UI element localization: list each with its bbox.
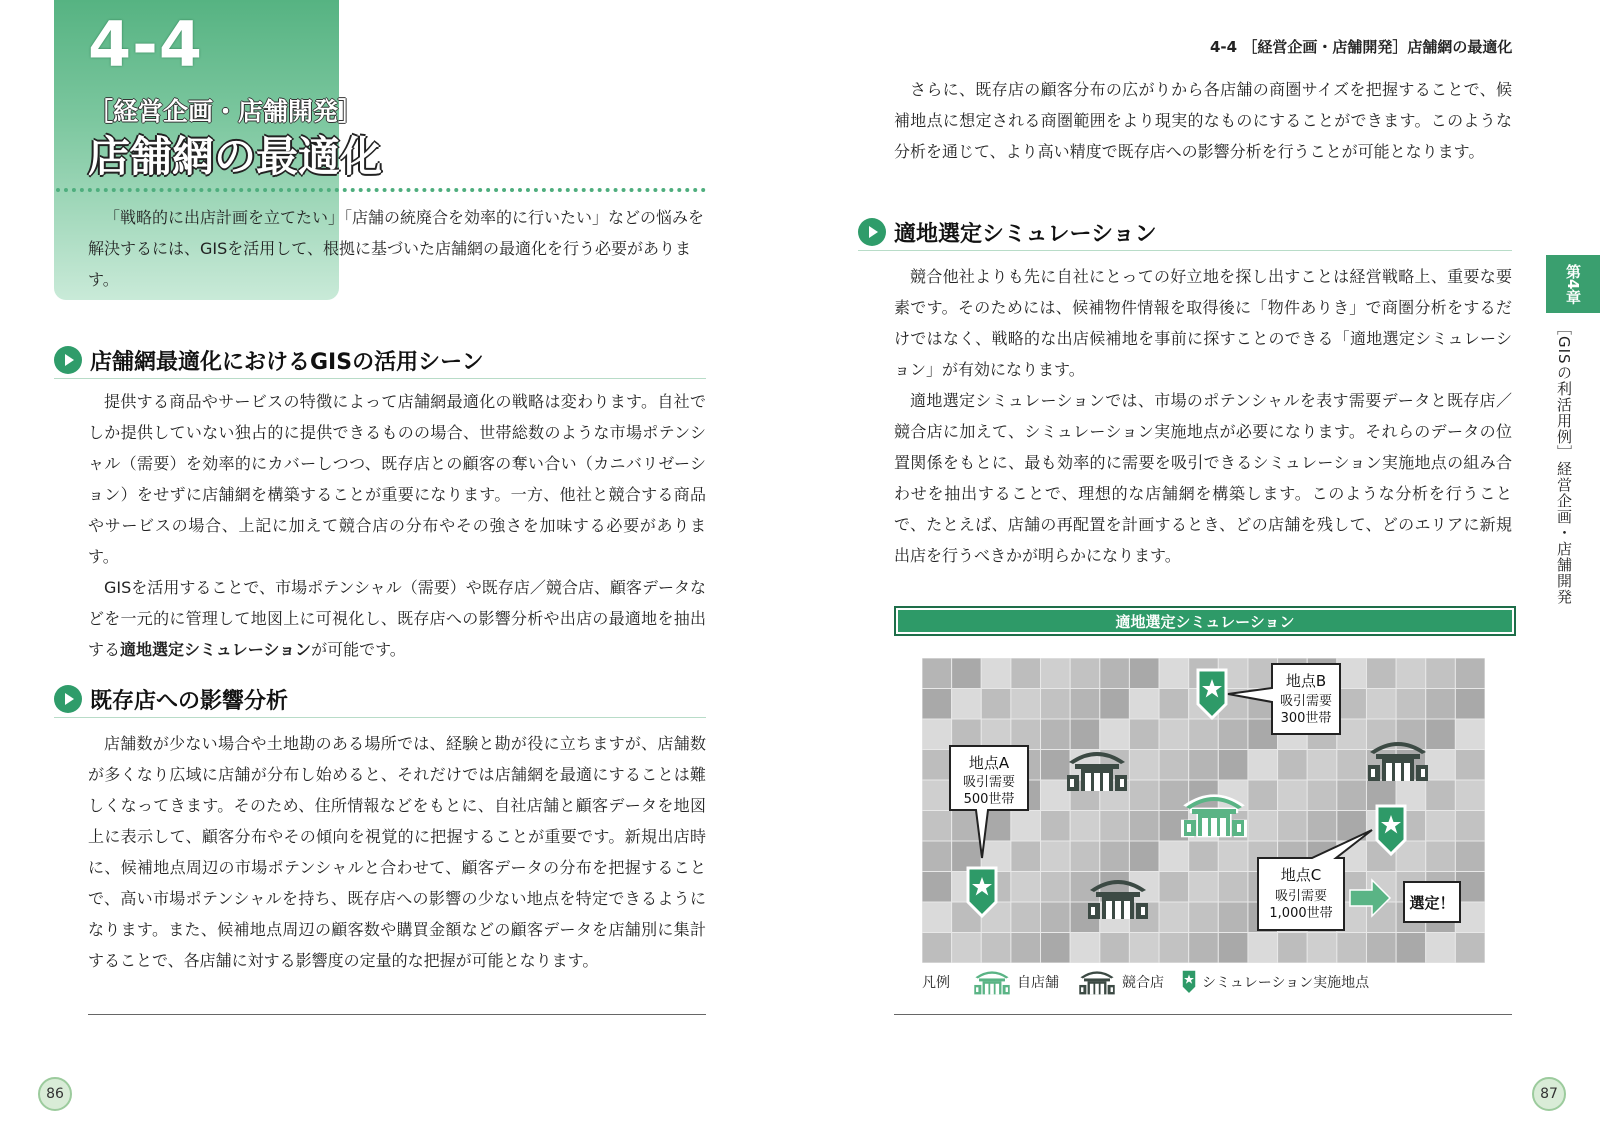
point-b-label: 吸引需要 <box>1279 694 1333 709</box>
grid-cell <box>1011 933 1041 964</box>
legend-competitor <box>1077 969 1164 995</box>
grid-cell <box>1307 750 1337 781</box>
grid-cell <box>922 780 952 811</box>
legend-sim-point <box>1182 970 1369 994</box>
body-right-2 <box>894 261 1512 571</box>
grid-cell <box>1070 933 1100 964</box>
heading-impact-analysis <box>54 681 706 718</box>
grid-cell <box>1426 780 1456 811</box>
grid-cell <box>1159 933 1189 964</box>
grid-cell <box>1455 750 1485 781</box>
grid-cell <box>1366 933 1396 964</box>
grid-cell <box>1129 719 1159 750</box>
grid-cell <box>1278 811 1308 842</box>
body-right-1 <box>894 74 1512 167</box>
grid-cell <box>1248 750 1278 781</box>
point-c-label: 吸引需要 <box>1274 889 1328 904</box>
heading-text: 既存店への影響分析 <box>90 688 289 714</box>
legend-own-store-text: 自店舗 <box>1017 975 1059 991</box>
grid-cell <box>952 719 982 750</box>
grid-cell <box>952 658 982 689</box>
grid-cell <box>1366 689 1396 720</box>
grid-cell <box>1011 811 1041 842</box>
grid-cell <box>1100 658 1130 689</box>
heading-gis-scenes <box>54 342 706 379</box>
selected-label: 選定！ <box>1409 894 1455 912</box>
grid-cell <box>1455 933 1485 964</box>
grid-cell <box>1278 780 1308 811</box>
grid-cell <box>1307 780 1337 811</box>
dotted-divider <box>56 188 706 192</box>
grid-cell <box>1218 719 1248 750</box>
running-head: 4-4 ［経営企画・店舗開発］店舗網の最適化 <box>1210 38 1513 56</box>
grid-cell <box>1100 811 1130 842</box>
grid-cell <box>922 719 952 750</box>
grid-cell <box>981 658 1011 689</box>
grid-cell <box>1307 811 1337 842</box>
grid-cell <box>1159 780 1189 811</box>
grid-cell <box>1070 658 1100 689</box>
point-a-name: 地点A <box>968 754 1010 772</box>
grid-cell <box>1189 719 1219 750</box>
body-section-2 <box>88 728 706 976</box>
body-section-1 <box>88 386 706 665</box>
grid-cell <box>1248 780 1278 811</box>
map-svg <box>922 658 1485 963</box>
grid-cell <box>1189 750 1219 781</box>
paragraph: 競合他社よりも先に自社にとっての好立地を探し出すことは経営戦略上、重要な要素です。そのためには、候補物件情報を取得後に「物件ありき」で商圏分析をするだけではなく、戦略的な出店候補地を事前に探すことのできる「適地選定シミュレーション」が有効になります。 <box>894 267 1512 379</box>
section-title: 店舗網の最適化 <box>88 132 383 181</box>
grid-cell <box>1337 750 1367 781</box>
grid-cell <box>1248 811 1278 842</box>
grid-cell <box>1426 689 1456 720</box>
grid-cell <box>1189 841 1219 872</box>
grid-cell <box>1011 689 1041 720</box>
grid-cell <box>1159 658 1189 689</box>
paragraph-text: が可能です。 <box>311 640 406 659</box>
grid-cell <box>1337 689 1367 720</box>
grid-cell <box>952 933 982 964</box>
grid-cell <box>1426 841 1456 872</box>
grid-cell <box>1011 841 1041 872</box>
grid-cell <box>1041 902 1071 933</box>
grid-cell <box>1159 719 1189 750</box>
grid-cell <box>1041 933 1071 964</box>
heading-text: 店舗網最適化におけるGISの活用シーン <box>90 349 484 375</box>
section-number: 4-4 <box>88 8 204 81</box>
intro-text <box>88 202 706 295</box>
grid-cell <box>1070 811 1100 842</box>
bottom-rule <box>88 1014 706 1015</box>
grid-cell <box>1426 933 1456 964</box>
grid-cell <box>1426 658 1456 689</box>
grid-cell <box>1011 719 1041 750</box>
grid-cell <box>922 872 952 903</box>
grid-cell <box>1041 841 1071 872</box>
own-store-icon <box>972 969 1012 995</box>
grid-cell <box>1278 933 1308 964</box>
grid-cell <box>1218 933 1248 964</box>
grid-cell <box>922 902 952 933</box>
paragraph: 適地選定シミュレーションでは、市場のポテンシャルを表す需要データと既存店／競合店に加えて、シミュレーション実施地点が必要になります。それらのデータの位置関係をもとに、最も効率的に需要を吸引できるシミュレーション実施地点の組み合わせを抽出することで、理想的な店舗網を構築します。このような分析を行うことで、たとえば、店舗の再配置を計画するとき、どの店舗を残して、どのエリアに新規出店を行うべきかが明らかになります。 <box>894 391 1512 565</box>
point-c-value: 1,000世帯 <box>1269 906 1333 921</box>
section-subtitle: ［経営企画・店舗開発］ <box>88 97 364 126</box>
legend-own-store <box>972 969 1059 995</box>
grid-cell <box>1159 689 1189 720</box>
grid-cell <box>1159 872 1189 903</box>
grid-cell <box>1129 658 1159 689</box>
grid-cell <box>1396 658 1426 689</box>
grid-cell <box>1100 933 1130 964</box>
heading-text: 適地選定シミュレーション <box>894 221 1157 247</box>
paragraph-text: GISを活用することで、市場ポテンシャル（需要）や既存店／競合店、顧客データなどを一元的に管理して地図上に可視化し、既存店への影響分析や出店の最適地を抽出する <box>88 578 706 659</box>
legend-sim-point-text: シミュレーション実施地点 <box>1202 975 1370 991</box>
grid-cell <box>981 719 1011 750</box>
grid-cell <box>1337 719 1367 750</box>
legend-label: 凡例 <box>922 975 950 991</box>
grid-cell <box>922 689 952 720</box>
grid-cell <box>1426 719 1456 750</box>
grid-cell <box>981 933 1011 964</box>
chapter-side-text: ［GISの利活用例］経営企画・店舗開発 <box>1555 320 1573 605</box>
grid-cell <box>1041 689 1071 720</box>
grid-cell <box>1070 841 1100 872</box>
grid-cell <box>1011 658 1041 689</box>
grid-cell <box>1129 780 1159 811</box>
grid-cell <box>1366 658 1396 689</box>
figure-title: 適地選定シミュレーション <box>894 606 1516 636</box>
grid-cell <box>1041 872 1071 903</box>
grid-cell <box>1100 841 1130 872</box>
play-icon <box>858 218 886 246</box>
point-a-value: 500世帯 <box>963 792 1015 807</box>
grid-cell <box>1248 933 1278 964</box>
grid-cell <box>1307 933 1337 964</box>
point-b-value: 300世帯 <box>1280 711 1332 726</box>
selected-box <box>1404 882 1460 922</box>
grid-cell <box>1129 933 1159 964</box>
grid-cell <box>1041 780 1071 811</box>
grid-cell <box>1041 719 1071 750</box>
grid-cell <box>1337 658 1367 689</box>
page-number-right: 87 <box>1532 1077 1566 1111</box>
grid-cell <box>1455 841 1485 872</box>
bottom-rule-right <box>894 1014 1512 1015</box>
grid-cell <box>1041 750 1071 781</box>
grid-cell <box>1159 902 1189 933</box>
legend-competitor-text: 競合店 <box>1122 975 1164 991</box>
grid-cell <box>1189 933 1219 964</box>
grid-cell <box>922 750 952 781</box>
grid-cell <box>1129 811 1159 842</box>
paragraph: 店舗数が少ない場合や土地勘のある場所では、経験と勘が役に立ちますが、店舗数が多くなり広域に店舗が分布し始めると、それだけでは店舗網を最適にすることは難しくなってきます。そのため、住所情報などをもとに、自社店舗と顧客データを地図上に表示して、顧客分布やその傾向を視覚的に把握することが重要です。新規出店時に、候補地点周辺の市場ポテンシャルと合わせて、顧客データの分布を把握することで、高い市場ポテンシャルを持ち、既存店への影響の少ない地点を特定できるようになります。また、候補地点周辺の顧客数や購買金額などの顧客データを店舗別に集計することで、各店舗に対する影響度の定量的な把握が可能となります。 <box>88 734 706 970</box>
grid-cell <box>1278 750 1308 781</box>
grid-cell <box>1159 841 1189 872</box>
play-icon <box>54 346 82 374</box>
grid-cell <box>1070 689 1100 720</box>
grid-cell <box>1396 933 1426 964</box>
point-b-name: 地点B <box>1285 672 1327 690</box>
grid-cell <box>1455 811 1485 842</box>
bold-term: 適地選定シミュレーション <box>120 640 312 659</box>
grid-cell <box>1100 689 1130 720</box>
grid-cell <box>922 841 952 872</box>
grid-cell <box>1426 811 1456 842</box>
competitor-store-icon <box>1077 969 1117 995</box>
grid-cell <box>1070 719 1100 750</box>
play-icon <box>54 685 82 713</box>
grid-cell <box>1218 872 1248 903</box>
grid-cell <box>1218 841 1248 872</box>
grid-cell <box>981 689 1011 720</box>
grid-cell <box>952 689 982 720</box>
grid-cell <box>1455 719 1485 750</box>
grid-cell <box>1189 872 1219 903</box>
grid-cell <box>1218 750 1248 781</box>
grid-cell <box>1218 902 1248 933</box>
paragraph <box>88 572 706 665</box>
point-c-name: 地点C <box>1280 866 1322 884</box>
grid-cell <box>1337 780 1367 811</box>
grid-cell <box>922 933 952 964</box>
page-number-left: 86 <box>38 1077 72 1111</box>
map-legend <box>922 968 1387 996</box>
grid-cell <box>1426 750 1456 781</box>
sim-point-pin-icon <box>1182 970 1196 994</box>
point-a-label: 吸引需要 <box>962 775 1016 790</box>
grid-cell <box>922 811 952 842</box>
grid-cell <box>1337 933 1367 964</box>
heading-site-selection <box>858 214 1512 251</box>
grid-cell <box>1455 658 1485 689</box>
grid-cell <box>1129 841 1159 872</box>
grid-cell <box>1189 902 1219 933</box>
grid-cell <box>922 658 952 689</box>
simulation-map <box>922 658 1485 963</box>
grid-cell <box>1129 750 1159 781</box>
grid-cell <box>1455 689 1485 720</box>
intro-paragraph: 「戦略的に出店計画を立てたい」「店舗の統廃合を効率的に行いたい」などの悩みを解決するには、GISを活用して、根拠に基づいた店舗網の最適化を行う必要があります。 <box>88 208 705 289</box>
grid-cell <box>1100 719 1130 750</box>
grid-cell <box>1011 902 1041 933</box>
grid-cell <box>1159 750 1189 781</box>
grid-cell <box>1455 780 1485 811</box>
paragraph: 提供する商品やサービスの特徴によって店舗網最適化の戦略は変わります。自社でしか提供していない独占的に提供できるものの場合、世帯総数のような市場ポテンシャル（需要）を効率的にカバーしつつ、既存店との顧客の奪い合い（カニバリゼーション）をせずに店舗網を構築することが重要になります。一方、他社と競合する商品やサービスの場合、上記に加えて競合店の分布やその強さを加味する必要があります。 <box>88 392 706 566</box>
grid-cell <box>1041 658 1071 689</box>
paragraph: さらに、既存店の顧客分布の広がりから各店舗の商圏サイズを把握することで、候補地点に想定される商圏範囲をより現実的なものにすることができます。このような分析を通じて、より高い精度で既存店への影響分析を行うことが可能となります。 <box>894 80 1512 161</box>
grid-cell <box>1041 811 1071 842</box>
grid-cell <box>1011 872 1041 903</box>
grid-cell <box>1396 689 1426 720</box>
chapter-tab: 第4章 <box>1546 255 1600 313</box>
grid-cell <box>1129 689 1159 720</box>
